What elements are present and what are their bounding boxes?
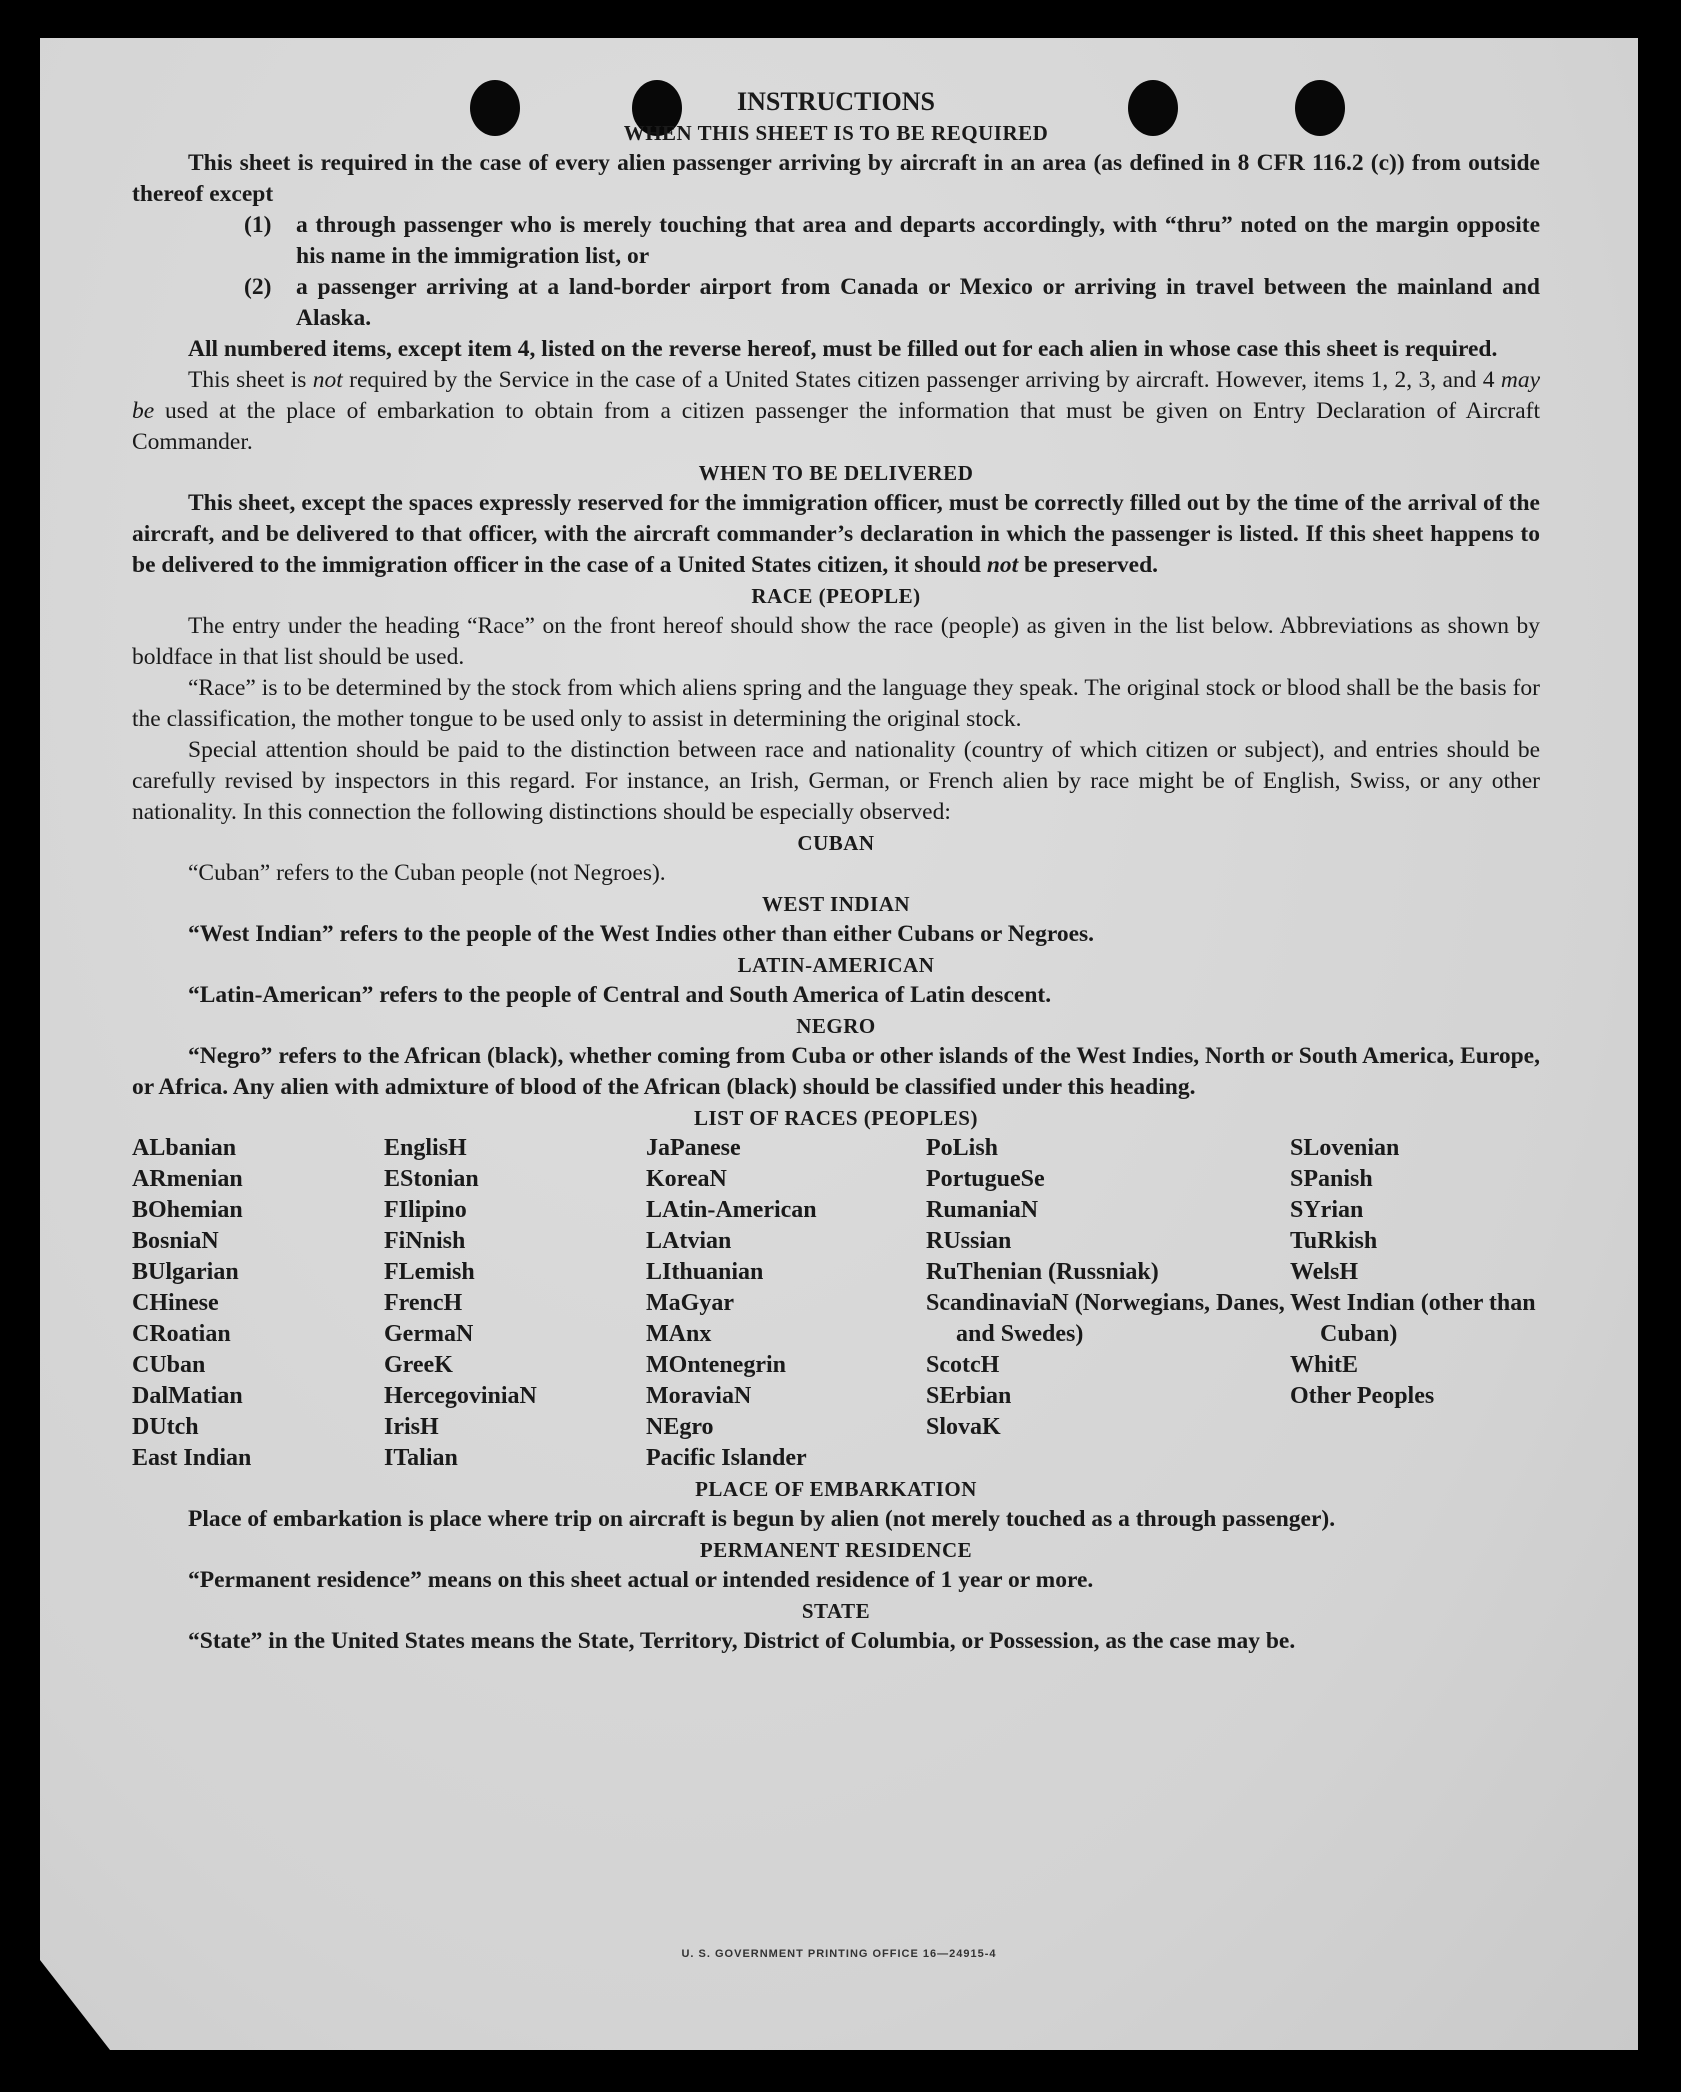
race-entry: CHinese (132, 1290, 219, 1316)
race-entry: EStonian (384, 1166, 479, 1192)
paragraph: This sheet is required in the case of every alien passenger arriving by aircraft in an area (as defined in 8 CFR 116.2 (c)) from outside thereof except (132, 150, 1540, 207)
race-entry: BOhemian (132, 1197, 243, 1223)
item-text: a passenger arriving at a land-border airport from Canada or Mexico or arriving in travel between the mainland and Alaska. (296, 274, 1540, 331)
race-entry: MOntenegrin (646, 1352, 786, 1378)
race-entry: LAtvian (646, 1228, 732, 1254)
race-entry: BUlgarian (132, 1259, 239, 1285)
paragraph: “Latin-American” refers to the people of Central and South America of Latin descent. (188, 982, 1052, 1008)
races-column (1290, 1133, 1540, 1474)
section-heading: CUBAN (797, 831, 875, 855)
section-heading: RACE (PEOPLE) (751, 584, 921, 608)
race-entry: TuRkish (1290, 1228, 1378, 1254)
race-entry: LIthuanian (646, 1259, 764, 1285)
paragraph: “West Indian” refers to the people of the West Indies other than either Cubans or Negroes. (188, 921, 1095, 947)
paragraph: “Permanent residence” means on this sheet actual or intended residence of 1 year or more. (188, 1567, 1094, 1593)
paragraph: “State” in the United States means the State, Territory, District of Columbia, or Possession, as the case may be. (188, 1628, 1296, 1654)
race-entry: NEgro (646, 1414, 714, 1440)
race-entry: MoraviaN (646, 1383, 752, 1409)
race-entry: RuThenian (Russniak) (926, 1259, 1159, 1285)
race-entry: Pacific Islander (646, 1445, 807, 1471)
paragraph: “Race” is to be determined by the stock from which aliens spring and the language they speak. The original stock or blood shall be the basis for the classification, the mother tongue to be used only to assist in determining the original stock. (132, 675, 1540, 732)
race-entry: SYrian (1290, 1197, 1364, 1223)
list-item (244, 272, 1540, 334)
race-entry: DUtch (132, 1414, 199, 1440)
section-heading: LIST OF RACES (PEOPLES) (694, 1106, 978, 1130)
paragraph: All numbered items, except item 4, listed on the reverse hereof, must be filled out for each alien in whose case this sheet is required. (188, 336, 1498, 362)
race-entry: ARmenian (132, 1166, 243, 1192)
section-heading: NEGRO (796, 1014, 876, 1038)
paragraph: “Negro” refers to the African (black), whether coming from Cuba or other islands of the West Indies, North or South America, Europe, or Africa. Any alien with admixture of blood of the African (black) should be classified under this heading. (132, 1043, 1540, 1100)
race-entry: FrencH (384, 1290, 463, 1316)
race-entry: ScotcH (926, 1352, 1000, 1378)
list-item (244, 210, 1540, 272)
race-entry: BosniaN (132, 1228, 219, 1254)
race-entry: ALbanian (132, 1135, 237, 1161)
race-entry: FIlipino (384, 1197, 467, 1223)
race-entry: SlovaK (926, 1414, 1001, 1440)
item-number: (2) (244, 274, 272, 300)
race-entry: EnglisH (384, 1135, 467, 1161)
races-column (926, 1133, 1290, 1474)
section-heading: PERMANENT RESIDENCE (699, 1538, 973, 1562)
section-heading: WEST INDIAN (761, 892, 911, 916)
section-heading: WHEN THIS SHEET IS TO BE REQUIRED (623, 121, 1049, 145)
paragraph: “Cuban” refers to the Cuban people (not Negroes). (188, 860, 666, 886)
paragraph: Special attention should be paid to the distinction between race and nationality (country of which citizen or subject), and entries should be carefully revised by inspectors in this regard. For instance, an Irish, German, or French alien by race might be of English, Swiss, or any other nationality. In this connection the following distinctions should be especially observed: (132, 737, 1540, 825)
folded-corner (40, 1960, 110, 2050)
race-entry: CUban (132, 1352, 206, 1378)
race-entry: LAtin-American (646, 1197, 817, 1223)
printer-imprint: U. S. GOVERNMENT PRINTING OFFICE 16—24915-4 (681, 1948, 997, 1960)
race-entry: GermaN (384, 1321, 474, 1347)
paragraph: Place of embarkation is place where trip on aircraft is begun by alien (not merely touched as a through passenger). (188, 1506, 1336, 1532)
race-entry: HercegoviniaN (384, 1383, 537, 1409)
race-entry: CRoatian (132, 1321, 231, 1347)
race-entry: East Indian (132, 1445, 252, 1471)
paragraph: This sheet, except the spaces expressly reserved for the immigration officer, must be correctly filled out by the time of the arrival of the aircraft, and be delivered to that officer, with the aircraft commander’s declaration in which the passenger is listed. If this sheet happens to be delivered to the immigration officer in the case of a United States citizen, it should not be preserved. (132, 490, 1540, 578)
section-heading: LATIN-AMERICAN (737, 953, 935, 977)
race-entry: IrisH (384, 1414, 439, 1440)
race-entry: WhitE (1290, 1352, 1359, 1378)
race-entry: SPanish (1290, 1166, 1373, 1192)
instructions-content (132, 86, 1540, 1657)
race-entry: JaPanese (646, 1135, 741, 1161)
race-entry: MaGyar (646, 1290, 734, 1316)
race-entry: WelsH (1290, 1259, 1359, 1285)
section-heading: STATE (801, 1599, 871, 1623)
races-column (646, 1133, 926, 1474)
race-entry: RumaniaN (926, 1197, 1039, 1223)
race-entry: KoreaN (646, 1166, 727, 1192)
item-number: (1) (244, 212, 272, 238)
race-entry: PoLish (926, 1135, 999, 1161)
paragraph: This sheet is not required by the Service in the case of a United States citizen passenger arriving by aircraft. However, items 1, 2, 3, and 4 may be used at the place of embarkation to obtain from a citizen passenger the information that must be given on Entry Declaration of Aircraft Commander. (132, 367, 1540, 455)
races-column (384, 1133, 646, 1474)
race-entry: SLovenian (1290, 1135, 1400, 1161)
race-entry: West Indian (other than Cuban) (1290, 1290, 1536, 1347)
race-entry: FiNnish (384, 1228, 466, 1254)
race-entry: GreeK (384, 1352, 453, 1378)
page-title: INSTRUCTIONS (737, 87, 935, 116)
section-heading: WHEN TO BE DELIVERED (698, 461, 974, 485)
race-entry: FLemish (384, 1259, 475, 1285)
paragraph: The entry under the heading “Race” on the front hereof should show the race (people) as given in the list below. Abbreviations as shown by boldface in that list should be used. (132, 613, 1540, 670)
document-sheet (40, 38, 1638, 2050)
race-entry: ScandinaviaN (Norwegians, Danes, and Swedes) (926, 1290, 1285, 1347)
races-list (132, 1133, 1540, 1474)
race-entry: PortugueSe (926, 1166, 1045, 1192)
race-entry: Other Peoples (1290, 1383, 1435, 1409)
race-entry: MAnx (646, 1321, 712, 1347)
race-entry: DalMatian (132, 1383, 243, 1409)
race-entry: RUssian (926, 1228, 1012, 1254)
race-entry: SErbian (926, 1383, 1012, 1409)
item-text: a through passenger who is merely touching that area and departs accordingly, with “thru” noted on the margin opposite his name in the immigration list, or (296, 212, 1540, 269)
race-entry: ITalian (384, 1445, 458, 1471)
races-column (132, 1133, 384, 1474)
section-heading: PLACE OF EMBARKATION (695, 1477, 977, 1501)
